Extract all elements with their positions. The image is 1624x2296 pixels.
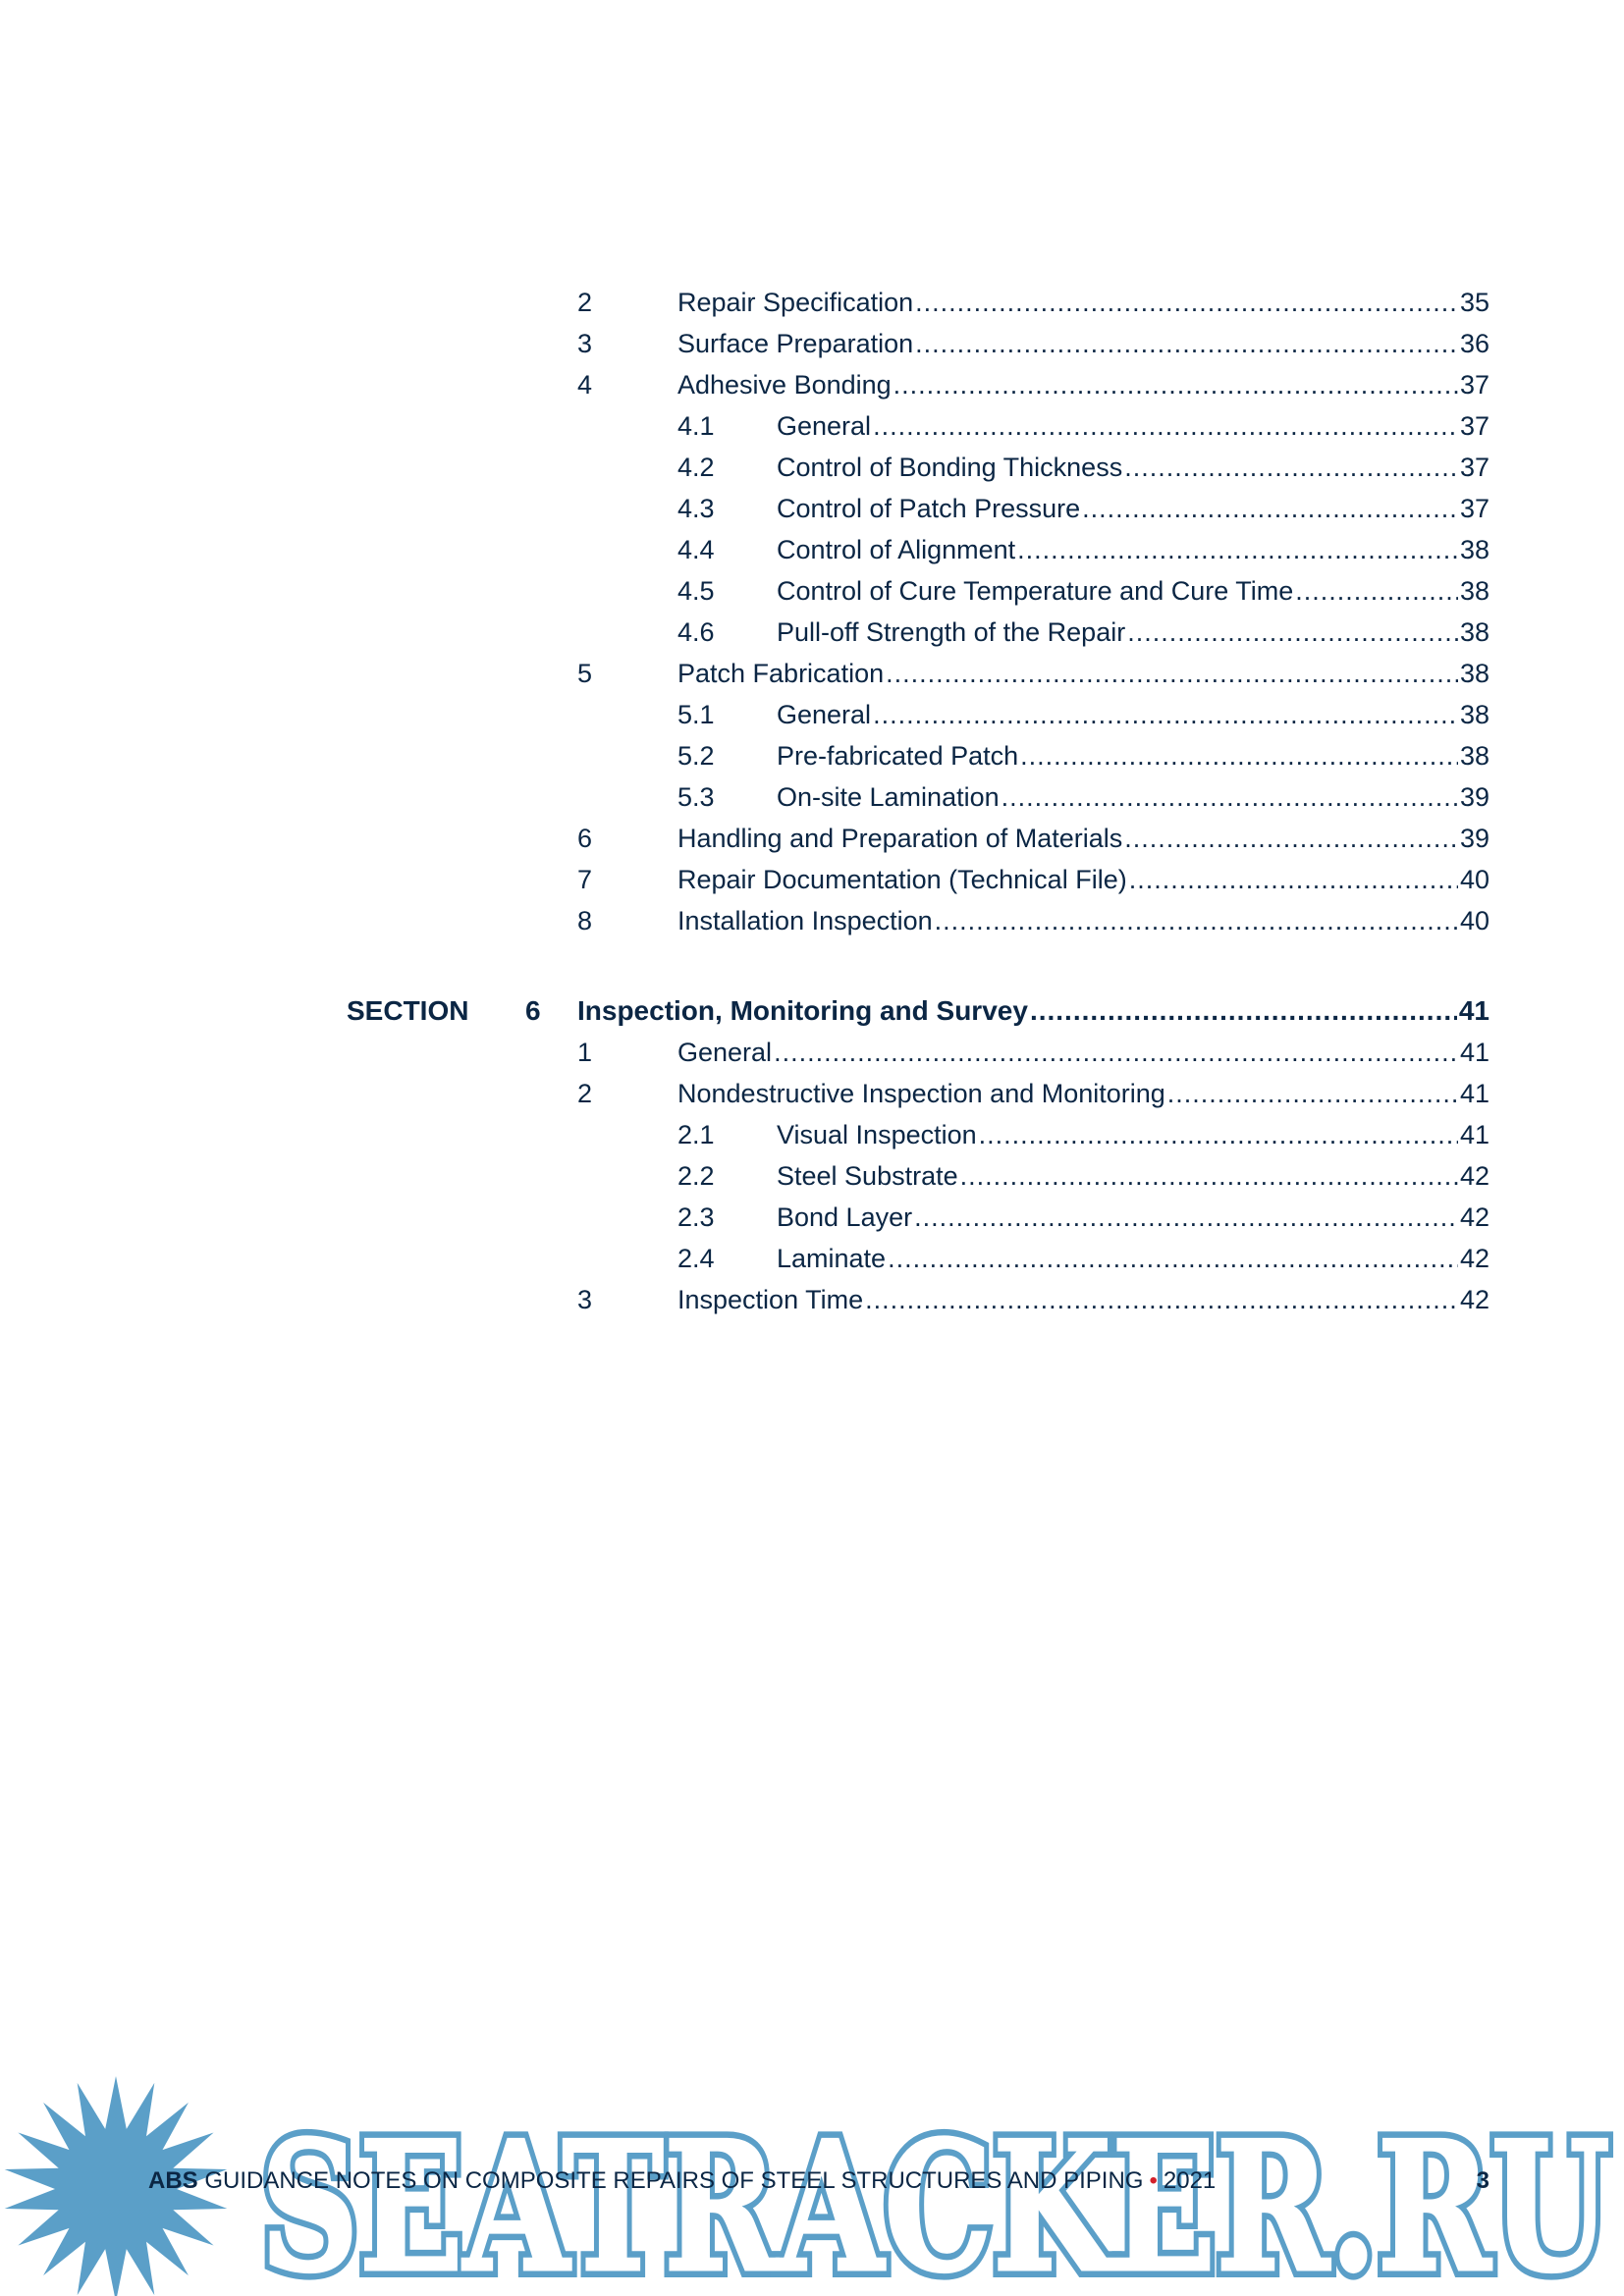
- toc-entry-page: 40: [1459, 906, 1489, 935]
- toc-entry[interactable]: [677, 448, 1489, 487]
- toc-entry[interactable]: [677, 695, 1489, 734]
- toc-entry-title: Pull-off Strength of the Repair: [777, 617, 1126, 647]
- toc-entry[interactable]: [577, 365, 1489, 404]
- dot-leader: [935, 901, 1458, 940]
- section-title: Inspection, Monitoring and Survey: [577, 995, 1028, 1026]
- dot-leader: [1124, 819, 1458, 858]
- toc-entry-title: Control of Cure Temperature and Cure Time: [777, 576, 1294, 606]
- toc-entry-title: Adhesive Bonding: [677, 370, 892, 400]
- toc-entry-line: [677, 365, 1489, 404]
- toc-entry-page: 38: [1459, 576, 1489, 606]
- footer-brand: ABS: [148, 2167, 198, 2194]
- toc-entry-number: 7: [577, 865, 593, 894]
- toc-entry-title: Bond Layer: [777, 1202, 913, 1232]
- dot-leader: [865, 1280, 1458, 1319]
- toc-entry[interactable]: [577, 1074, 1489, 1113]
- toc-entry-number: 4.3: [677, 494, 715, 523]
- toc-entry-title: Steel Substrate: [777, 1161, 958, 1191]
- toc-entry-line: [777, 777, 1489, 817]
- toc-entry-number: 2: [577, 288, 593, 317]
- toc-entry-line: [677, 860, 1489, 899]
- footer-page-number: 3: [1476, 2167, 1489, 2194]
- toc-entry-page: 42: [1459, 1161, 1489, 1191]
- footer-separator: •: [1149, 2167, 1158, 2194]
- toc-entry[interactable]: [677, 736, 1489, 775]
- toc-entry-line: [777, 1156, 1489, 1196]
- dot-leader: [1295, 571, 1458, 611]
- toc-entry-page: 38: [1459, 741, 1489, 771]
- toc-entry[interactable]: [677, 530, 1489, 569]
- toc-entry[interactable]: [577, 819, 1489, 858]
- dot-leader: [774, 1033, 1458, 1072]
- page-footer: [148, 2162, 1489, 2201]
- toc-entry-page: 41: [1459, 1079, 1489, 1108]
- toc-entry-number: 2.1: [677, 1120, 715, 1149]
- toc-entry-number: 4.4: [677, 535, 715, 564]
- toc-entry-page: 41: [1459, 1038, 1489, 1067]
- dot-leader: [1020, 736, 1458, 775]
- toc-entry-line: [777, 1198, 1489, 1237]
- toc-entry-page: 38: [1459, 617, 1489, 647]
- toc-entry[interactable]: [677, 613, 1489, 652]
- toc-entry-line: [677, 654, 1489, 693]
- toc-entry-line: [677, 1074, 1489, 1113]
- footer-year: 2021: [1163, 2167, 1217, 2194]
- toc-entry-line: [777, 571, 1489, 611]
- dot-leader: [1127, 613, 1458, 652]
- toc-entry-number: 3: [577, 1285, 593, 1314]
- section-heading[interactable]: [347, 991, 1489, 1031]
- toc-entry-title: General: [677, 1038, 773, 1067]
- toc-entry-page: 41: [1459, 1120, 1489, 1149]
- toc-entry-title: Nondestructive Inspection and Monitoring: [677, 1079, 1165, 1108]
- toc-entry-title: On-site Lamination: [777, 782, 1000, 812]
- toc-entry-title: Control of Patch Pressure: [777, 494, 1081, 523]
- toc-entry-title: Control of Bonding Thickness: [777, 453, 1123, 482]
- toc-entry-line: [777, 530, 1489, 569]
- dot-leader: [979, 1115, 1458, 1154]
- toc-entry-page: 40: [1459, 865, 1489, 894]
- toc-entry-title: Visual Inspection: [777, 1120, 977, 1149]
- toc-entry[interactable]: [577, 901, 1489, 940]
- toc-entry-page: 37: [1459, 411, 1489, 441]
- dot-leader: [888, 1239, 1458, 1278]
- toc-entry[interactable]: [577, 1280, 1489, 1319]
- toc-entry-line: [777, 736, 1489, 775]
- dot-leader: [886, 654, 1458, 693]
- toc-entry-title: Installation Inspection: [677, 906, 933, 935]
- toc-entry-line: [777, 613, 1489, 652]
- toc-entry[interactable]: [577, 283, 1489, 322]
- toc-entry[interactable]: [677, 777, 1489, 817]
- toc-entry-page: 38: [1459, 535, 1489, 564]
- toc-entry-number: 4: [577, 370, 593, 400]
- toc-entry-page: 37: [1459, 370, 1489, 400]
- toc-entry[interactable]: [677, 1115, 1489, 1154]
- toc-entry-number: 2: [577, 1079, 593, 1108]
- toc-entry-number: 6: [577, 824, 593, 853]
- toc-entry-page: 38: [1459, 700, 1489, 729]
- toc-entry-title: Repair Documentation (Technical File): [677, 865, 1127, 894]
- dot-leader: [1167, 1074, 1458, 1113]
- dot-leader: [915, 324, 1458, 363]
- toc-entry-page: 38: [1459, 659, 1489, 688]
- toc-entry-title: Pre-fabricated Patch: [777, 741, 1019, 771]
- toc-entry-number: 8: [577, 906, 593, 935]
- toc-entry-line: [777, 448, 1489, 487]
- toc-entry[interactable]: [577, 1033, 1489, 1072]
- dot-leader: [873, 695, 1458, 734]
- dot-leader: [873, 406, 1458, 446]
- toc-entry-title: Control of Alignment: [777, 535, 1016, 564]
- dot-leader: [1082, 489, 1458, 528]
- toc-entry-page: 37: [1459, 453, 1489, 482]
- toc-entry-title: General: [777, 411, 872, 441]
- toc-entry-page: 42: [1459, 1202, 1489, 1232]
- toc-entry-page: 42: [1459, 1285, 1489, 1314]
- toc-entry-line: [777, 1239, 1489, 1278]
- dot-leader: [915, 283, 1458, 322]
- toc-entry-title: Inspection Time: [677, 1285, 864, 1314]
- toc-entry-page: 42: [1459, 1244, 1489, 1273]
- toc-entry-page: 37: [1459, 494, 1489, 523]
- dot-leader: [1001, 777, 1458, 817]
- toc-entry[interactable]: [677, 489, 1489, 528]
- toc-entry-page: 39: [1459, 782, 1489, 812]
- toc-entry-number: 3: [577, 329, 593, 358]
- toc-entry-number: 2.3: [677, 1202, 715, 1232]
- toc-entry-title: Repair Specification: [677, 288, 914, 317]
- toc-entry-line: [677, 1033, 1489, 1072]
- toc-entry[interactable]: [677, 1198, 1489, 1237]
- toc-entry-page: 36: [1459, 329, 1489, 358]
- toc-entry-line: [677, 283, 1489, 322]
- dot-leader: [960, 1156, 1458, 1196]
- dot-leader: [1129, 860, 1458, 899]
- toc-entry[interactable]: [677, 1156, 1489, 1196]
- toc-entry-number: 4.5: [677, 576, 715, 606]
- toc-entry-number: 2.2: [677, 1161, 715, 1191]
- toc-entry-number: 4.6: [677, 617, 715, 647]
- toc-entry-number: 1: [577, 1038, 593, 1067]
- dot-leader: [893, 365, 1458, 404]
- toc-entry-line: [677, 324, 1489, 363]
- toc-entry-number: 5.1: [677, 700, 715, 729]
- dot-leader: [1017, 530, 1458, 569]
- section-label: SECTION: [347, 995, 469, 1026]
- toc-entry-title: General: [777, 700, 872, 729]
- toc-entry-number: 4.2: [677, 453, 715, 482]
- toc-entry-number: 4.1: [677, 411, 715, 441]
- toc-entry-title: Surface Preparation: [677, 329, 914, 358]
- watermark-text-fill: SEATRACKER.RU: [260, 2102, 1610, 2296]
- dot-leader: [1030, 991, 1457, 1031]
- dot-leader: [1124, 448, 1458, 487]
- toc-entry-number: 5.3: [677, 782, 715, 812]
- toc-entry[interactable]: [677, 571, 1489, 611]
- footer-text: GUIDANCE NOTES ON COMPOSITE REPAIRS OF STEEL STRUCTURES AND PIPING: [204, 2167, 1144, 2194]
- toc-entry-title: Patch Fabrication: [677, 659, 885, 688]
- toc-entry-number: 2.4: [677, 1244, 715, 1273]
- toc-entry[interactable]: [577, 654, 1489, 693]
- toc-entry-line: [677, 819, 1489, 858]
- toc-entry[interactable]: [577, 860, 1489, 899]
- toc-entry-line: [777, 1115, 1489, 1154]
- toc-entry-number: 5: [577, 659, 593, 688]
- section-number: 6: [525, 995, 541, 1026]
- watermark-text: SEATRACKER.RU: [260, 2102, 1610, 2296]
- toc-entry-title: Handling and Preparation of Materials: [677, 824, 1123, 853]
- toc-entry[interactable]: [677, 1239, 1489, 1278]
- toc-entry-line: [677, 1280, 1489, 1319]
- dot-leader: [914, 1198, 1458, 1237]
- toc-entry-line: [677, 901, 1489, 940]
- toc-entry-page: 35: [1459, 288, 1489, 317]
- toc-entry-number: 5.2: [677, 741, 715, 771]
- toc-entry-title: Laminate: [777, 1244, 887, 1273]
- toc-entry-page: 39: [1459, 824, 1489, 853]
- toc-entry-line: [777, 695, 1489, 734]
- toc-entry-line: [777, 489, 1489, 528]
- toc-entry[interactable]: [577, 324, 1489, 363]
- toc-entry[interactable]: [677, 406, 1489, 446]
- section-page: 41: [1458, 995, 1489, 1026]
- toc-entry-line: [777, 406, 1489, 446]
